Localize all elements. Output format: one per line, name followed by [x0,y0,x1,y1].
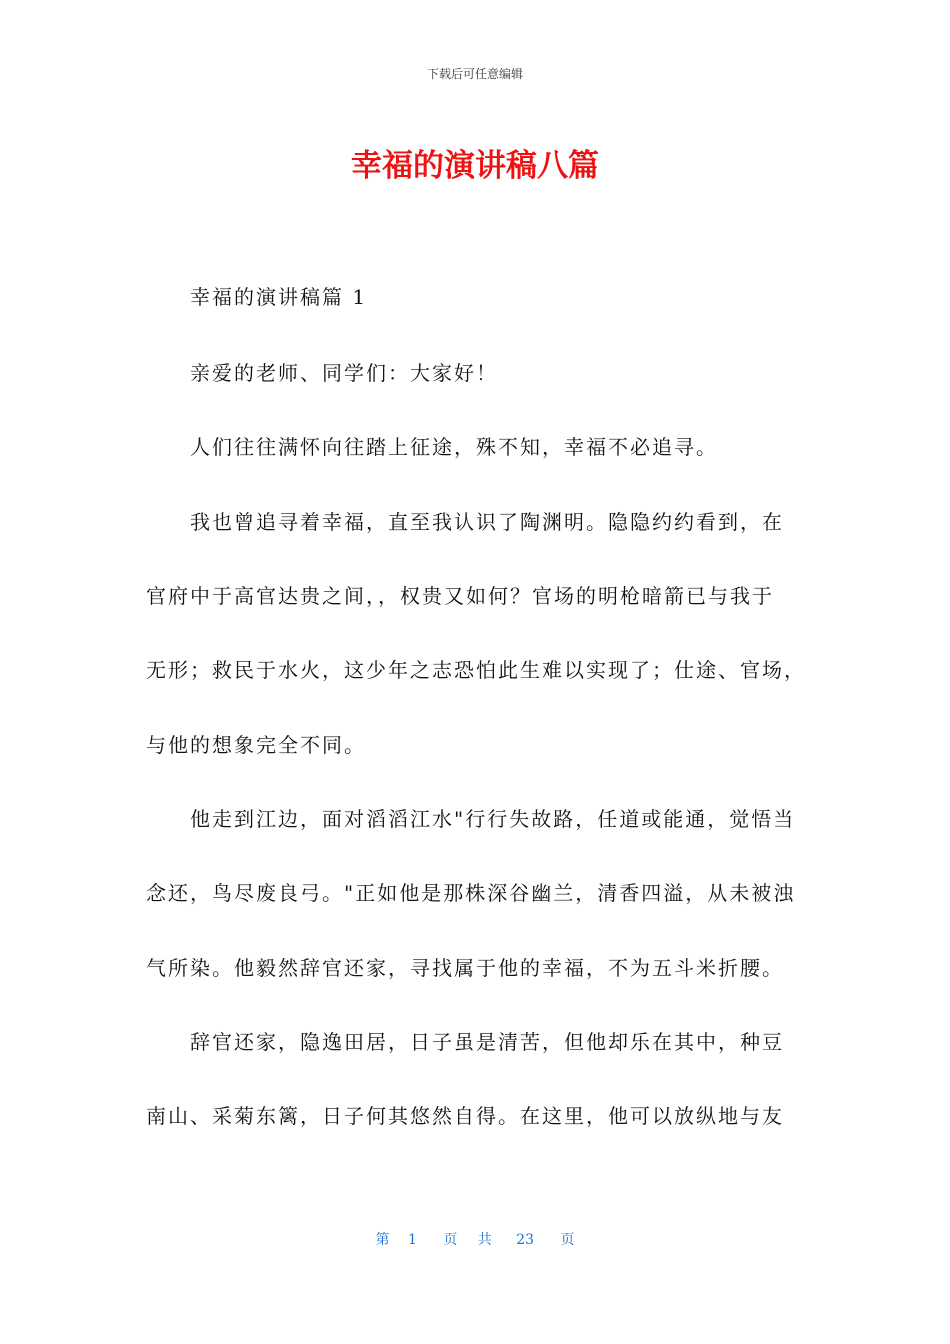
paragraph-line: 念还，鸟尽废良弓。"正如他是那株深谷幽兰，清香四溢，从未被浊 [146,881,796,905]
paragraph-line: 与他的想象完全不同。 [146,733,366,757]
page-footer [0,1230,950,1250]
paragraph-line: 官府中于高官达贵之间，，权贵又如何？官场的明枪暗箭已与我于 [146,584,774,608]
footer-current-page: 1 [407,1232,417,1248]
paragraph-line: 气所染。他毅然辞官还家，寻找属于他的幸福，不为五斗米折腰。 [146,956,784,980]
footer-total-pages: 23 [516,1232,535,1248]
section-heading: 幸福的演讲稿篇 1 [190,285,368,309]
footer-prefix: 第 [375,1232,390,1248]
paragraph-line: 他走到江边，面对滔滔江水"行行失故路，任道或能通，觉悟当 [190,807,796,831]
paragraph-line: 无形；救民于水火，这少年之志恐怕此生难以实现了；仕途、官场， [146,658,806,682]
header-note: 下载后可任意编辑 [426,67,523,81]
paragraph-line: 我也曾追寻着幸福，直至我认识了陶渊明。隐隐约约看到，在 [190,510,784,534]
footer-middle: 页 共 [443,1232,500,1248]
footer-suffix: 页 [560,1232,575,1248]
document-title: 幸福的演讲稿八篇 [351,148,599,184]
paragraph-line: 南山、采菊东篱，日子何其悠然自得。在这里，他可以放纵地与友 [146,1104,784,1128]
paragraph-line: 人们往往满怀向往踏上征途，殊不知，幸福不必追寻。 [190,435,718,459]
paragraph-line: 辞官还家，隐逸田居，日子虽是清苦，但他却乐在其中，种豆 [190,1030,784,1054]
salutation: 亲爱的老师、同学们：大家好！ [190,361,498,385]
